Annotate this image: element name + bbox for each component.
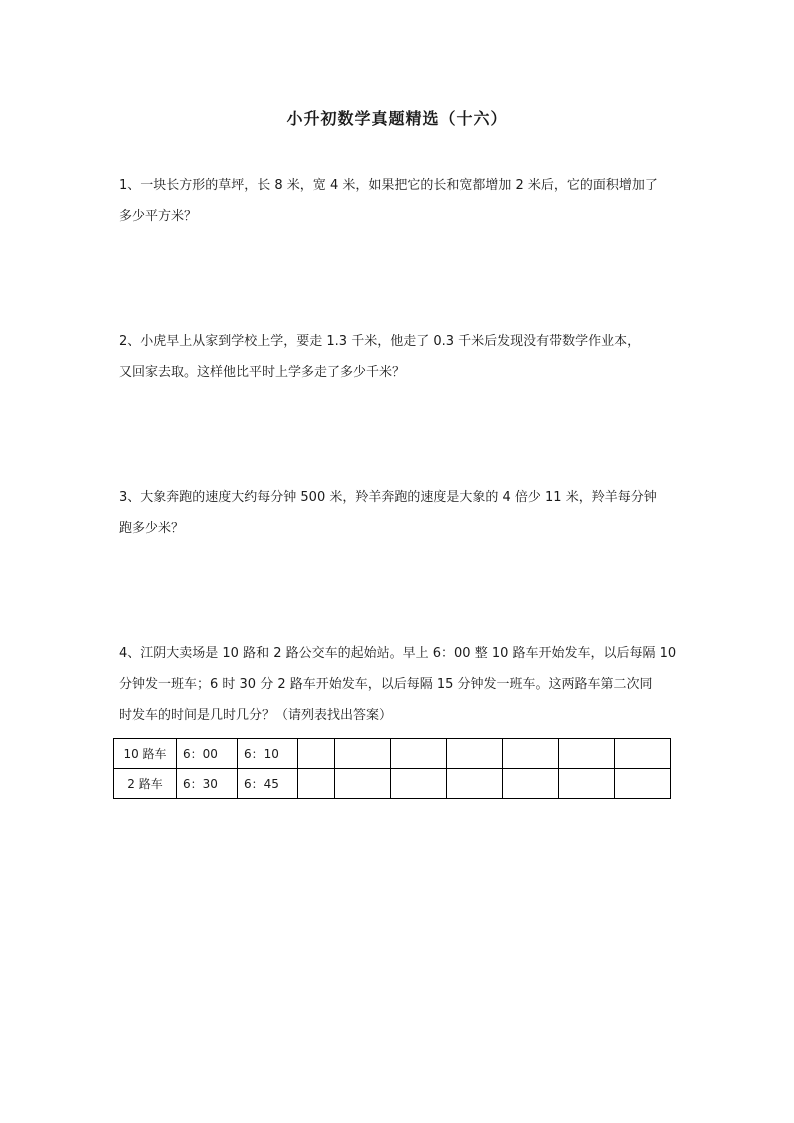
question-text-line: 1、一块长方形的草坪，长 8 米，宽 4 米，如果把它的长和宽都增加 2 米后，它的面积增加了: [119, 178, 658, 193]
question-text-line: 分钟发一班车；6 时 30 分 2 路车开始发车，以后每隔 15 分钟发一班车。这两路车第二次同: [119, 677, 653, 692]
question-text-line: 2、小虎早上从家到学校上学，要走 1.3 千米，他走了 0.3 千米后发现没有带数学作业本，: [119, 334, 641, 349]
question-1: [119, 170, 679, 232]
question-4: [119, 638, 679, 731]
table-cell: [615, 769, 671, 799]
question-2: [119, 326, 679, 388]
table-cell: [615, 739, 671, 769]
table-cell: [447, 739, 503, 769]
table-cell: [298, 769, 335, 799]
table-cell: [559, 739, 615, 769]
schedule-table: [113, 738, 671, 799]
question-text-line: 3、大象奔跑的速度大约每分钟 500 米，羚羊奔跑的速度是大象的 4 倍少 11 米，羚羊每分钟: [119, 490, 657, 505]
table-cell: 6：45: [238, 769, 298, 799]
table-cell: [391, 769, 447, 799]
table-cell-route: 2 路车: [114, 769, 177, 799]
table-cell: [391, 739, 447, 769]
question-text-line: 又回家去取。这样他比平时上学多走了多少千米？: [119, 365, 406, 380]
table-cell: 6：10: [238, 739, 298, 769]
table-row: [114, 769, 671, 799]
table-cell-route: 10 路车: [114, 739, 177, 769]
table-cell: 6：00: [177, 739, 238, 769]
table-cell: [298, 739, 335, 769]
question-text-line: 4、江阴大卖场是 10 路和 2 路公交车的起始站。早上 6：00 整 10 路车开始发车，以后每隔 10: [119, 646, 677, 661]
table-cell: [447, 769, 503, 799]
page-title: 小升初数学真题精选（十六）: [286, 109, 508, 128]
table-row: [114, 739, 671, 769]
table-cell: 6：30: [177, 769, 238, 799]
table-cell: [335, 769, 391, 799]
table-cell: [559, 769, 615, 799]
table-cell: [335, 739, 391, 769]
question-3: [119, 482, 679, 544]
table-cell: [503, 769, 559, 799]
question-text-line: 跑多少米？: [119, 521, 185, 536]
question-text-line: 多少平方米？: [119, 209, 198, 224]
question-text-line: 时发车的时间是几时几分？（请列表找出答案）: [119, 708, 393, 723]
table-cell: [503, 739, 559, 769]
